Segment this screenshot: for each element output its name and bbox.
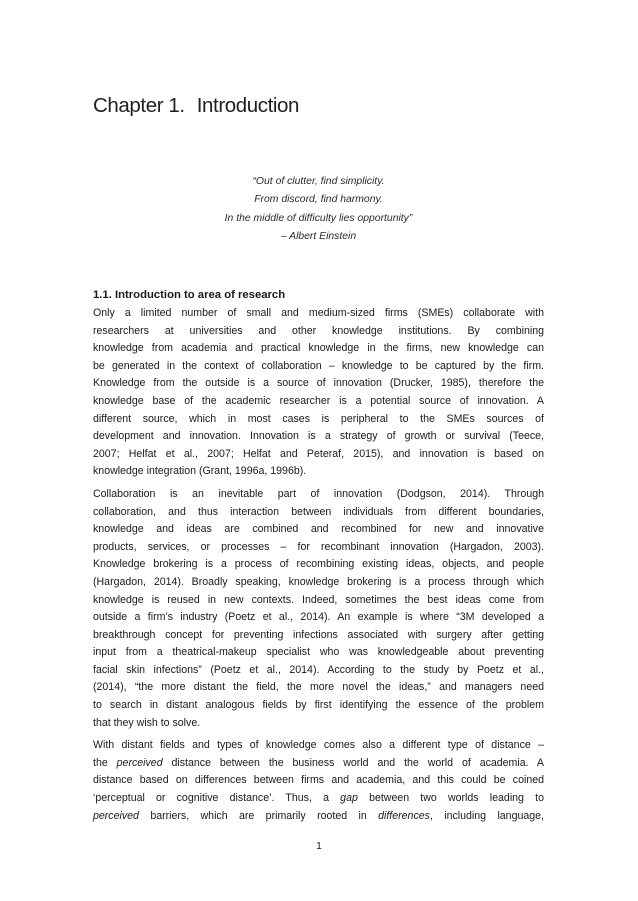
text-line: [93, 755, 544, 773]
text-line: be generated in the context of collaboration – knowledge to be captured by the firm.: [93, 359, 544, 372]
text-line: knowledge and ideas are combined and recombined for new and innovative: [93, 523, 544, 536]
emphasis-differences: differences: [378, 809, 430, 822]
epigraph-line: “Out of clutter, find simplicity.: [252, 176, 385, 187]
paragraph-2: [93, 486, 544, 732]
epigraph-attribution: – Albert Einstein: [280, 231, 357, 243]
text-line: development and innovation. Innovation is a strategy of growth or survival (Teece,: [93, 430, 544, 443]
text-line: (2014), “the more distant the field, the more novel the ideas,” and managers need: [93, 681, 544, 694]
text-line: Collaboration is an inevitable part of innovation (Dodgson, 2014). Through: [93, 487, 544, 500]
text-line: knowledge is reused in new contexts. Indeed, sometimes the best ideas come from: [93, 593, 544, 606]
text-line: different source, which in most cases is peripheral to the SMEs sources of: [93, 412, 544, 425]
text-line: With distant fields and types of knowledge comes also a different type of distance –: [93, 739, 544, 752]
text-line: researchers at universities and other knowledge institutions. By combining: [93, 324, 544, 337]
epigraph-line: From discord, find harmony.: [254, 194, 383, 206]
text-line: collaboration, and thus interaction between individuals from different boundaries,: [93, 505, 544, 518]
text-fragment: barriers, which are primarily rooted in: [150, 809, 367, 822]
chapter-title: [93, 94, 299, 118]
text-line: distance based on differences between firms and academia, and this could be coined: [93, 774, 544, 787]
text-line: [93, 808, 544, 826]
text-line: [93, 790, 544, 808]
text-line: input from a theatrical-makeup specialist who was knowledgeable about preventing: [93, 646, 544, 659]
text-line: (Hargadon, 2014). Broadly speaking, knowledge brokering is a process through which: [93, 575, 544, 588]
text-line: knowledge integration (Grant, 1996a, 1996b).: [93, 465, 307, 478]
chapter-number: Chapter 1.: [93, 94, 185, 117]
text-line: breakthrough concept for preventing infections associated with surgery after getting: [93, 628, 544, 641]
emphasis-gap: gap: [340, 792, 358, 805]
text-fragment: distance between the business world and the world of academia. A: [171, 756, 544, 769]
page-number: 1: [316, 841, 322, 852]
text-line: Knowledge from the outside is a source of innovation (Drucker, 1985), therefore the: [93, 377, 544, 390]
emphasis-perceived: perceived: [93, 809, 139, 822]
text-fragment: , including language,: [429, 809, 544, 822]
text-line: knowledge base of the academic researcher is a potential source of innovation. A: [93, 394, 544, 407]
emphasis-perceived: perceived: [116, 756, 163, 769]
text-line: Knowledge brokering is a process of recombining existing ideas, objects, and people: [93, 558, 544, 571]
text-fragment: between two worlds leading to: [369, 792, 544, 805]
text-line: to search in distant analogous fields by first identifying the essence of the problem: [93, 699, 544, 712]
text-line: facial skin infections” (Poetz et al., 2014). According to the study by Poetz et al.,: [93, 663, 544, 676]
text-line: that they wish to solve.: [93, 716, 201, 729]
text-fragment: ‘perceptual or cognitive distance’. Thus, a: [93, 792, 329, 805]
paragraph-1: [93, 305, 544, 481]
paragraph-3: [93, 737, 544, 825]
body-text: [93, 305, 544, 830]
text-line: 2007; Helfat et al., 2007; Helfat and Peteraf, 2015), and innovation is based on: [93, 447, 544, 460]
epigraph-quote: [93, 173, 544, 247]
section-heading: 1.1. Introduction to area of research: [93, 289, 286, 301]
text-fragment: the: [93, 756, 108, 769]
epigraph-line: In the middle of difficulty lies opportunity”: [224, 212, 413, 224]
text-line: products, services, or processes – for recombinant innovation (Hargadon, 2003).: [93, 540, 544, 553]
chapter-name: Introduction: [196, 94, 300, 117]
text-line: outside a firm’s industry (Poetz et al., 2014). An example is where “3M developed a: [93, 611, 544, 624]
text-line: Only a limited number of small and medium-sized firms (SMEs) collaborate with: [93, 307, 544, 319]
text-line: knowledge from academia and practical knowledge in the firms, new knowledge can: [93, 342, 544, 355]
